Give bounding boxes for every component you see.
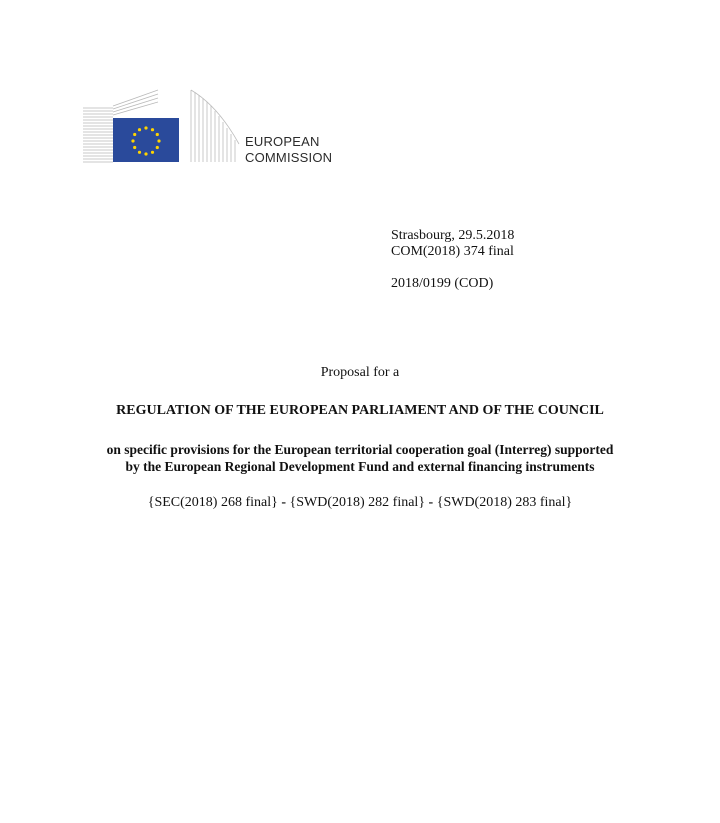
- ref-separator-1: -: [281, 495, 287, 510]
- subtitle-line-2: by the European Regional Development Fund and external financing instruments: [125, 459, 595, 474]
- european-commission-logo-icon: [83, 88, 243, 164]
- related-documents: [0, 495, 720, 511]
- brand-name: [245, 134, 332, 166]
- proposal-for: Proposal for a: [320, 365, 400, 380]
- ref-swd-283: {SWD(2018) 283 final}: [436, 495, 573, 510]
- com-reference: COM(2018) 374 final: [391, 244, 514, 259]
- brand-line-1: EUROPEAN: [245, 134, 320, 149]
- brand-line-2: COMMISSION: [245, 150, 333, 165]
- building-right-wing-icon: [191, 90, 239, 162]
- ref-separator-2: -: [428, 495, 434, 510]
- document-meta: [391, 228, 514, 292]
- regulation-subtitle: [0, 441, 720, 475]
- ref-swd-282: {SWD(2018) 282 final}: [289, 495, 426, 510]
- place-date: Strasbourg, 29.5.2018: [391, 228, 515, 243]
- regulation-title: REGULATION OF THE EUROPEAN PARLIAMENT AND OF THE COUNCIL: [116, 403, 604, 418]
- ref-sec-268: {SEC(2018) 268 final}: [147, 495, 278, 510]
- procedure-number: 2018/0199 (COD): [391, 276, 494, 291]
- subtitle-line-1: on specific provisions for the European territorial cooperation goal (Interreg) supported: [106, 442, 614, 457]
